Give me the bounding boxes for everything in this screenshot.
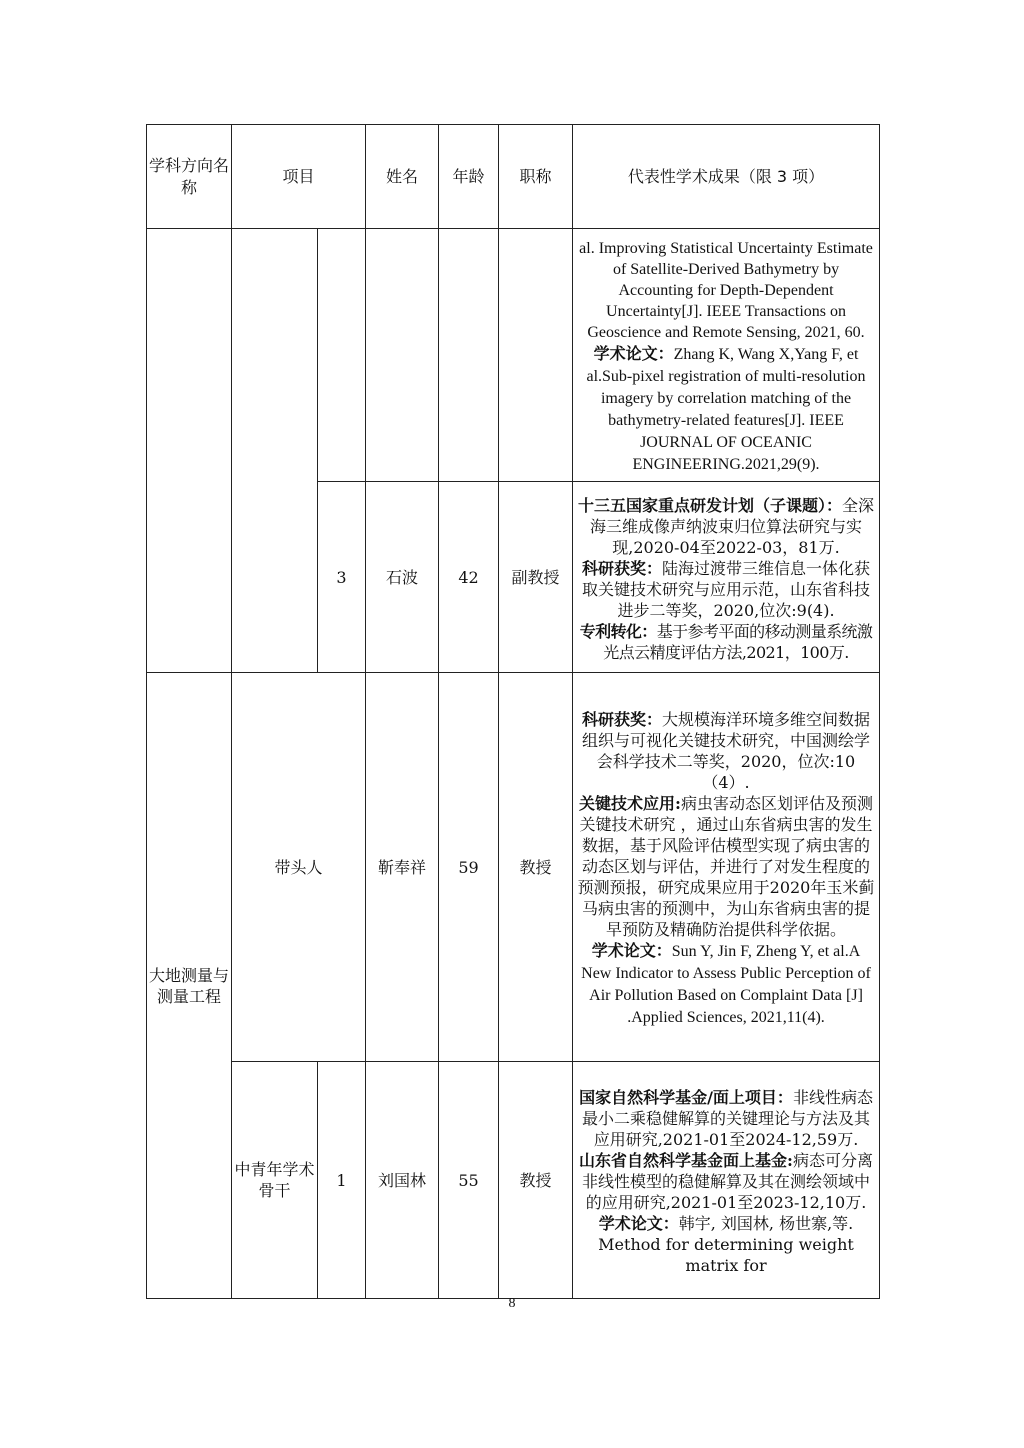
item-cell-empty: [232, 229, 318, 673]
item-cell: 中青年学术骨干: [232, 1062, 318, 1299]
name-cell: 石波: [366, 482, 439, 673]
age-cell: 42: [439, 482, 499, 673]
name-cell: 刘国林: [366, 1062, 439, 1299]
index-cell: 3: [318, 482, 366, 673]
table-row: [147, 229, 880, 482]
table-header-row: [147, 125, 880, 229]
age-cell-empty: [439, 229, 499, 482]
achievement-entry: 十三五国家重点研发计划（子课题）：全深海三维成像声纳波束归位算法研究与实现,2020-04至2022-03，81万.: [578, 495, 875, 557]
header-achievements: 代表性学术成果（限 3 项）: [573, 125, 880, 229]
achievements-cell: [573, 482, 880, 673]
achievements-cell: [573, 229, 880, 482]
direction-cell-empty: [147, 229, 232, 673]
table-row: [147, 1062, 880, 1299]
age-cell: 59: [439, 673, 499, 1062]
index-cell-empty: [318, 229, 366, 482]
achievements-cell: [573, 673, 880, 1062]
achievement-entry: 山东省自然科学基金面上基金:病态可分离非线性模型的稳健解算及其在测绘领域中的应用研究,2021-01至2023-12,10万.: [579, 1151, 873, 1212]
page-number: 8: [508, 1296, 516, 1311]
achievement-entry: 科研获奖：大规模海洋环境多维空间数据组织与可视化关键技术研究，中国测绘学会科学技术二等奖，2020，位次:10（4）.: [582, 710, 871, 792]
achievement-entry: 科研获奖：陆海过渡带三维信息一体化获取关键技术研究与应用示范，山东省科技进步二等奖，2020,位次:9(4).: [582, 558, 871, 620]
name-cell-empty: [366, 229, 439, 482]
achievement-entry: 学术论文：Zhang K, Wang X,Yang F, et al.Sub-pixel registration of multi-resolution imagery by correlation matching of the bathymetry-related features[J]. IEEE JOURNAL OF OCEANIC ENGINEERING.2021,29(9).: [586, 344, 866, 473]
achievement-entry: 关键技术应用:病虫害动态区划评估及预测关键技术研究 ，通过山东省病虫害的发生数据，基于风险评估模型实现了病虫害的动态区划与评估，并进行了对发生程度的预测预报，研究成果应用于2020年玉米蓟马病虫害的预测中，为山东省病虫害的提早预防及精确防治提供科学依据。: [577, 794, 875, 939]
header-age: 年龄: [439, 125, 499, 229]
direction-cell: 大地测量与测量工程: [147, 673, 232, 1299]
achievement-entry: 国家自然科学基金/面上项目：非线性病态最小二乘稳健解算的关键理论与方法及其应用研究,2021-01至2024-12,59万.: [579, 1088, 873, 1149]
table-row: [147, 673, 880, 1062]
name-cell: 靳奉祥: [366, 673, 439, 1062]
item-cell: 带头人: [232, 673, 366, 1062]
index-cell: 1: [318, 1062, 366, 1299]
age-cell: 55: [439, 1062, 499, 1299]
header-direction: 学科方向名称: [147, 125, 232, 229]
header-title: 职称: [499, 125, 573, 229]
achievement-entry: 学术论文：韩宇, 刘国林, 杨世寨,等. Method for determining weight matrix for: [598, 1214, 854, 1275]
header-item: 项目: [232, 125, 366, 229]
academic-team-table: [146, 124, 880, 1299]
achievement-entry: 专利转化：基于参考平面的移动测量系统激光点云精度评估方法,2021，100万.: [579, 621, 873, 662]
title-cell: 教授: [499, 673, 573, 1062]
achievements-cell: [573, 1062, 880, 1299]
achievement-entry: 学术论文：Sun Y, Jin F, Zheng Y, et al.A New Indicator to Assess Public Perception of Air Pollution Based on Complaint Data [J] .Applied Sciences, 2021,11(4).: [581, 941, 871, 1026]
title-cell: 教授: [499, 1062, 573, 1299]
achievement-entry: al. Improving Statistical Uncertainty Estimate of Satellite-Derived Bathymetry by Accounting for Depth-Dependent Uncertainty[J]. IEEE Transactions on Geoscience and Remote Sensing, 2021, 60.: [579, 240, 873, 341]
title-cell: 副教授: [499, 482, 573, 673]
title-cell-empty: [499, 229, 573, 482]
header-name: 姓名: [366, 125, 439, 229]
